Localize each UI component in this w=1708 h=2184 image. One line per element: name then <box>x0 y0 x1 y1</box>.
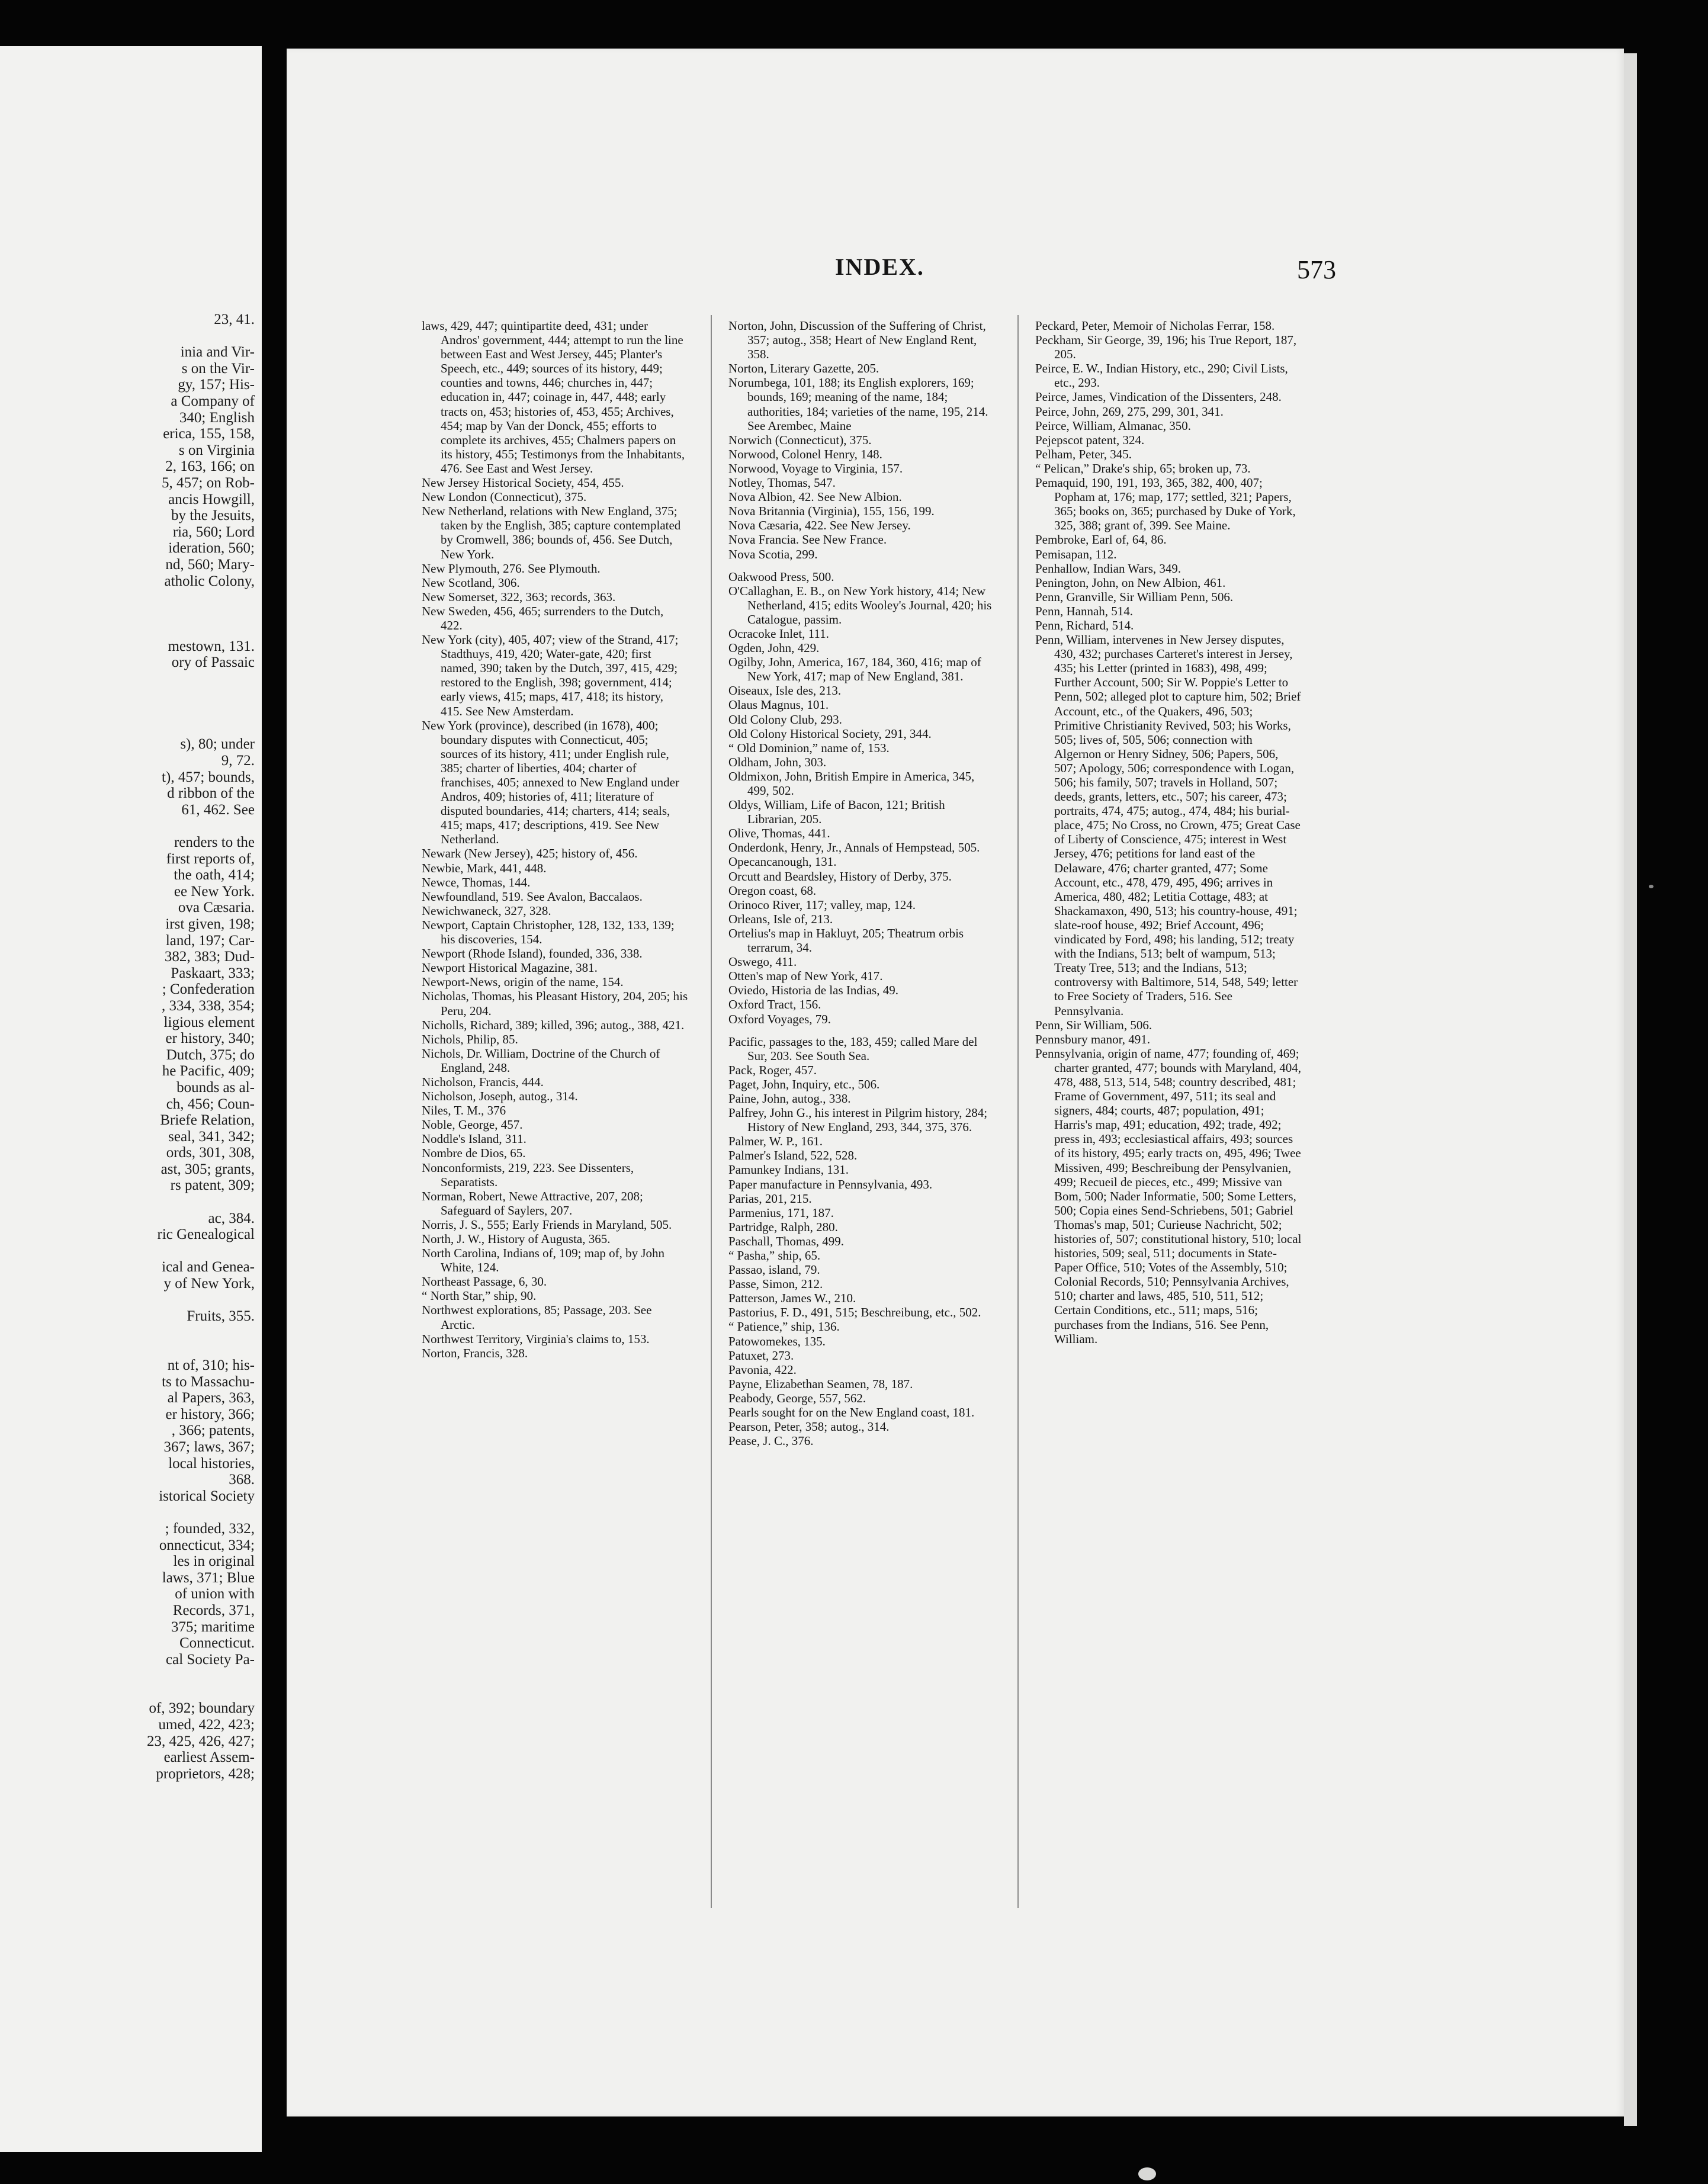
index-entry: Oswego, 411. <box>728 955 797 969</box>
index-entry: Pease, J. C., 376. <box>728 1434 814 1448</box>
previous-page-line: Briefe Relation, <box>160 1112 255 1129</box>
index-column-1 <box>422 319 688 1360</box>
previous-page-line: 368. <box>229 1472 255 1488</box>
previous-page-line: ac, 384. <box>208 1210 255 1226</box>
previous-page-line: local histories, <box>168 1455 255 1472</box>
index-entry: Penn, Granville, Sir William Penn, 506. <box>1035 589 1234 604</box>
index-entry: Pelham, Peter, 345. <box>1035 447 1132 461</box>
index-entry: New Jersey Historical Society, 454, 455. <box>422 476 624 490</box>
previous-page-line: bounds as al- <box>176 1079 255 1096</box>
index-entry: Penn, Richard, 514. <box>1035 618 1134 632</box>
index-entry: Penn, Hannah, 514. <box>1035 603 1134 618</box>
index-entry: laws, 429, 447; quintipartite deed, 431; under Andros' government, 444; attempt to run the line between East and West Jersey, 445; Planter's Speech, etc., 449; sources of its history, 449; counties and towns, 446; churches in, 447; education in, 447; coinage in, 447, 448; early tracts on, 453; histories of, 453, 455; Archives, 454; map by Van der Donck, 455; efforts to complete its archives, 455; Chalmers papers on its history, 455; Testimonys from the Inhabitants, 476. See East and West Jersey. <box>422 319 685 476</box>
previous-page-line: ts to Massachu- <box>162 1373 255 1390</box>
index-entry: O'Callaghan, E. B., on New York history, 414; New Netherland, 415; edits Wooley's Journal, 420; his Catalogue, passim. <box>728 583 992 627</box>
previous-page-line: 9, 72. <box>221 753 255 769</box>
index-entry: Northwest Territory, Virginia's claims to, 153. <box>422 1331 650 1346</box>
previous-page-line: ria, 560; Lord <box>172 523 255 540</box>
index-entry: Norwich (Connecticut), 375. <box>728 432 872 447</box>
index-entry: Penn, William, intervenes in New Jersey disputes, 430, 432; purchases Carteret's interest in Jersey, 435; his Letter (printed in 1683), 498, 499; Further Account, 500; Sir W. Poppie's Letter to Penn, 502; alleged plot to capture him, 502; Brief Account, etc., of the Quakers, 496, 503; Primitive Christianity Revived, 503; his Works, 505; lives of, 505, 506; connection with Algernon or Henry Sidney, 506; Papers, 506, 507; Apology, 506; correspondence with Logan, 506; his family, 507; travels in Holland, 507; deeds, grants, letters, etc., 507; his career, 473; portraits, 474, 475; autog., 474, 484; his burial-place, 475; No Cross, no Crown, 475; Great Case of Liberty of Conscience, 475; interest in West Jersey, 476; petitions for land east of the Delaware, 476; charter granted, 477; Some Account, etc., 478, 479, 495, 496; arrives in America, 480, 482; Letitia Cottage, 483; at Shackamaxon, 490, 513; his country-house, 491; slate-roof house, 492; Brief Account, 496; vindicated by Ford, 498; his landing, 512; treaty with the Indians, 513; belt of wampum, 513; Treaty Tree, 513; and the Indians, 513; controversy with Baltimore, 514, 548, 549; letter to Free Society of Traders, 516. See Pennsylvania. <box>1035 632 1301 1018</box>
index-entry: Peckard, Peter, Memoir of Nicholas Ferrar, 158. <box>1035 319 1275 333</box>
index-entry: Niles, T. M., 376 <box>422 1103 506 1118</box>
index-entry: New Plymouth, 276. See Plymouth. <box>422 561 601 576</box>
previous-page-line: ical and Genea- <box>162 1259 255 1276</box>
previous-page-line: a Company of <box>171 393 255 409</box>
index-entry: Peabody, George, 557, 562. <box>728 1390 866 1405</box>
index-entry: Newport, Captain Christopher, 128, 132, 133, 139; his discoveries, 154. <box>422 917 675 947</box>
previous-page-line <box>0 1325 255 1341</box>
index-entry: Passe, Simon, 212. <box>728 1277 823 1292</box>
index-entry: Newichwaneck, 327, 328. <box>422 903 551 918</box>
previous-page-line: gy, 157; His- <box>178 377 255 393</box>
previous-page-line <box>0 818 255 834</box>
index-entry: Pennsylvania, origin of name, 477; founding of, 469; charter granted, 477; bounds with Maryland, 404, 478, 488, 513, 514, 548; country described, 481; Frame of Government, 497, 511; its seal and signers, 484; courts, 487; population, 491; Harris's map, 491; education, 492; trade, 492; press in, 493; ecclesiastical affairs, 493; sources of its history, 495; early tracts on, 495, 496; Twee Missiven, 499; Beschreibung der Pensylvanien, 499; Recueil de pieces, etc., 499; Missive van Bom, 500; Nader Informatie, 500; Some Letters, 500; Copia eines Send-Schriebens, 501; Gabriel Thomas's map, 501; Curieuse Nachricht, 502; histories of, 507; constitutional history, 510; local histories, 509; seal, 511; documents in State-Paper Office, 510; Votes of the Assembly, 510; Colonial Records, 510; Pennsylvania Archives, 510; charter and laws, 485, 510, 511, 512; Certain Conditions, etc., 511; maps, 516; purchases from the Indians, 516. See Penn, William. <box>1035 1046 1302 1346</box>
index-entry: Norton, Francis, 328. <box>422 1345 528 1360</box>
previous-page-line: al Papers, 363, <box>167 1390 255 1406</box>
index-entry: Nombre de Dios, 65. <box>422 1146 526 1161</box>
previous-page-line: er history, 340; <box>165 1030 255 1047</box>
previous-page-line: rs patent, 309; <box>170 1177 255 1194</box>
previous-page-line <box>0 328 255 345</box>
index-entry: Noble, George, 457. <box>422 1117 523 1132</box>
index-entry: Ocracoke Inlet, 111. <box>728 626 829 641</box>
previous-page-line: 23, 425, 426, 427; <box>147 1733 255 1749</box>
index-entry: Nova Britannia (Virginia), 155, 156, 199. <box>728 504 935 519</box>
index-entry: Pearls sought for on the New England coast, 181. <box>728 1405 975 1420</box>
previous-page-line <box>0 688 255 704</box>
index-entry: Penington, John, on New Albion, 461. <box>1035 575 1226 590</box>
index-entry: Partridge, Ralph, 280. <box>728 1219 838 1234</box>
index-entry: New Netherland, relations with New England, 375; taken by the English, 385; capture contemplated by Cromwell, 386; bounds of, 456. See Dutch, New York. <box>422 504 681 561</box>
previous-page-line <box>0 704 255 720</box>
index-entry: Pamunkey Indians, 131. <box>728 1162 849 1177</box>
index-entry: Noddle's Island, 311. <box>422 1132 526 1146</box>
previous-page-line: renders to the <box>174 834 255 850</box>
previous-page-line: 61, 462. See <box>181 801 255 818</box>
previous-page-line: seal, 341, 342; <box>168 1128 255 1145</box>
index-entry: Pastorius, F. D., 491, 515; Beschreibung, etc., 502. <box>728 1305 981 1320</box>
previous-page-line <box>0 1504 255 1521</box>
previous-page-line <box>0 589 255 606</box>
index-entry: Pembroke, Earl of, 64, 86. <box>1035 532 1167 547</box>
previous-page-line: Dutch, 375; do <box>166 1046 255 1063</box>
index-entry: Palmer, W. P., 161. <box>728 1134 823 1149</box>
index-entry: Pack, Roger, 457. <box>728 1062 817 1077</box>
index-entry: Pemaquid, 190, 191, 193, 365, 382, 400, 407; Popham at, 176; map, 177; settled, 321; Papers, 365; books on, 365; purchased by Duke of York, 325, 388; grant of, 399. See Maine. <box>1035 476 1296 533</box>
index-entry: Norwood, Voyage to Virginia, 157. <box>728 461 903 476</box>
index-entry: Norwood, Colonel Henry, 148. <box>728 447 882 461</box>
index-entry: “ Old Dominion,” name of, 153. <box>728 740 890 755</box>
index-column-2 <box>728 319 995 1448</box>
previous-page-line: inia and Vir- <box>180 344 255 361</box>
previous-page-line: istorical Society <box>159 1488 255 1504</box>
index-entry: Norumbega, 101, 188; its English explorers, 169; bounds, 169; meaning of the name, 184; authorities, 184; varieties of the name, 195, 214. See Arembec, Maine <box>728 375 988 433</box>
index-entry: Norris, J. S., 555; Early Friends in Maryland, 505. <box>422 1217 672 1232</box>
previous-page-line: les in original <box>173 1553 255 1570</box>
previous-page-line: ; Confederation <box>162 981 255 998</box>
previous-page-line: Paskaart, 333; <box>171 965 255 981</box>
index-entry: Norman, Robert, Newe Attractive, 207, 208; Safeguard of Saylers, 207. <box>422 1189 643 1218</box>
index-entry: Oregon coast, 68. <box>728 883 817 898</box>
previous-page-line: of, 392; boundary <box>149 1700 255 1717</box>
index-entry: New Scotland, 306. <box>422 575 520 590</box>
index-entry: Patterson, James W., 210. <box>728 1291 856 1306</box>
index-column-3 <box>1035 319 1302 1346</box>
previous-page-line: ory of Passaic <box>171 654 255 671</box>
previous-page-line: mestown, 131. <box>168 638 255 654</box>
index-entry: Newbie, Mark, 441, 448. <box>422 860 547 875</box>
previous-page-line: ee New York. <box>174 883 255 900</box>
index-entry: Pennsbury manor, 491. <box>1035 1032 1150 1046</box>
index-entry: Oldham, John, 303. <box>728 754 827 769</box>
index-entry: Notley, Thomas, 547. <box>728 476 836 490</box>
index-entry: Oldys, William, Life of Bacon, 121; British Librarian, 205. <box>728 798 945 827</box>
index-entry: Oviedo, Historia de las Indias, 49. <box>728 983 898 998</box>
previous-page-line <box>0 1194 255 1210</box>
previous-page-line <box>0 671 255 688</box>
index-entry: Patuxet, 273. <box>728 1348 794 1363</box>
previous-page-line: s on Virginia <box>178 442 255 458</box>
index-entry: Norton, John, Discussion of the Suffering of Christ, 357; autog., 358; Heart of New England Rent, 358. <box>728 319 986 362</box>
previous-page-line: ast, 305; grants, <box>160 1161 255 1177</box>
index-entry: Nicholas, Thomas, his Pleasant History, 204, 205; his Peru, 204. <box>422 989 688 1018</box>
previous-page-line <box>0 1341 255 1357</box>
index-entry: Old Colony Historical Society, 291, 344. <box>728 726 932 741</box>
index-entry: Palmer's Island, 522, 528. <box>728 1148 858 1163</box>
index-entry: Pemisapan, 112. <box>1035 547 1117 561</box>
previous-page-line: earliest Assem- <box>163 1749 255 1766</box>
index-entry: Nonconformists, 219, 223. See Dissenters, Separatists. <box>422 1160 634 1189</box>
previous-page-line: ric Genealogical <box>157 1226 255 1243</box>
index-entry: Nova Francia. See New France. <box>728 532 887 547</box>
previous-page-line: umed, 422, 423; <box>158 1717 255 1733</box>
previous-page-line: 367; laws, 367; <box>163 1438 255 1455</box>
index-entry: Oiseaux, Isle des, 213. <box>728 683 842 698</box>
index-entry: New York (city), 405, 407; view of the Strand, 417; Stadthuys, 419, 420; Water-gate, 420; first named, 390; taken by the Dutch, 397, 415, 429; restored to the English, 398; government, 414; early views, 415; maps, 417, 418; its history, 415. See New Amsterdam. <box>422 632 679 718</box>
previous-page-line: onnecticut, 334; <box>159 1537 255 1553</box>
previous-page-line: erica, 155, 158, <box>163 426 255 442</box>
previous-page-line: s), 80; under <box>180 736 255 753</box>
index-entry: Norton, Literary Gazette, 205. <box>728 361 879 376</box>
index-entry: Payne, Elizabethan Seamen, 78, 187. <box>728 1376 913 1391</box>
scan-smudge <box>1649 885 1654 888</box>
previous-page-line: 382, 383; Dud- <box>164 949 255 965</box>
index-entry: Nova Cæsaria, 422. See New Jersey. <box>728 518 911 533</box>
index-entry: “ Patience,” ship, 136. <box>728 1319 840 1334</box>
index-entry: Olaus Magnus, 101. <box>728 698 829 712</box>
previous-page-line: d ribbon of the <box>167 785 255 802</box>
page-edge-shadow <box>1624 53 1637 2126</box>
previous-page-line: the oath, 414; <box>174 867 255 884</box>
index-entry: North, J. W., History of Augusta, 365. <box>422 1232 611 1246</box>
previous-page-line: 375; maritime <box>171 1618 255 1635</box>
previous-page-line <box>0 1684 255 1701</box>
index-entry: New London (Connecticut), 375. <box>422 490 587 505</box>
previous-page-line: land, 197; Car- <box>165 932 255 949</box>
previous-page-line: 23, 41. <box>214 311 255 327</box>
index-entry: Peirce, James, Vindication of the Dissenters, 248. <box>1035 390 1282 404</box>
index-entry: Newport Historical Magazine, 381. <box>422 961 598 975</box>
index-entry: Newport-News, origin of the name, 154. <box>422 975 624 990</box>
index-entry: Ogilby, John, America, 167, 184, 360, 416; map of New York, 417; map of New England, 381. <box>728 655 981 684</box>
index-entry: Pejepscot patent, 324. <box>1035 432 1145 447</box>
index-entry: Paine, John, autog., 338. <box>728 1091 851 1106</box>
index-entry: Nova Scotia, 299. <box>728 547 818 561</box>
index-entry: Peckham, Sir George, 39, 196; his True Report, 187, 205. <box>1035 333 1297 362</box>
previous-page-line: ch, 456; Coun- <box>166 1096 255 1112</box>
previous-page-line: er history, 366; <box>165 1406 255 1422</box>
index-entry: Northeast Passage, 6, 30. <box>422 1274 547 1289</box>
previous-page-line: of union with <box>175 1586 255 1602</box>
previous-page-line: , 334, 338, 354; <box>162 997 255 1014</box>
previous-page-line: irst given, 198; <box>165 916 255 932</box>
previous-page-line: 2, 163, 166; on <box>165 458 255 475</box>
previous-page-line: Connecticut. <box>179 1635 255 1652</box>
previous-page-line: , 366; patents, <box>171 1422 255 1439</box>
index-entry: Nicholson, Francis, 444. <box>422 1074 544 1089</box>
index-entry: Ogden, John, 429. <box>728 641 820 656</box>
index-entry: Palfrey, John G., his interest in Pilgrim history, 284; History of New England, 293, 344, 375, 376. <box>728 1106 988 1135</box>
index-entry: Parias, 201, 215. <box>728 1191 812 1206</box>
index-entry: “ Pasha,” ship, 65. <box>728 1248 821 1263</box>
index-entry: Parmenius, 171, 187. <box>728 1205 834 1220</box>
previous-page-line: ancis Howgill, <box>168 491 255 508</box>
page-number: 573 <box>1297 255 1336 284</box>
previous-page-line <box>0 1668 255 1684</box>
index-entry: New Sweden, 456, 465; surrenders to the Dutch, 422. <box>422 603 664 632</box>
index-entry: Oxford Tract, 156. <box>728 997 821 1012</box>
index-entry: Pearson, Peter, 358; autog., 314. <box>728 1419 890 1434</box>
index-entry: Orinoco River, 117; valley, map, 124. <box>728 897 916 912</box>
index-entry: Oakwood Press, 500. <box>728 569 834 584</box>
index-entry: Old Colony Club, 293. <box>728 712 842 727</box>
index-entry: Pacific, passages to the, 183, 459; called Mare del Sur, 203. See South Sea. <box>728 1034 978 1063</box>
index-entry: Ortelius's map in Hakluyt, 205; Theatrum orbis terrarum, 34. <box>728 926 964 955</box>
previous-page-line: y of New York, <box>163 1276 255 1292</box>
index-entry: Oxford Voyages, 79. <box>728 1011 831 1026</box>
previous-page-line: t), 457; bounds, <box>162 769 255 785</box>
column-divider <box>711 315 712 1908</box>
previous-page-line: ligious element <box>163 1014 255 1030</box>
index-entry: Peirce, E. W., Indian History, etc., 290; Civil Lists, etc., 293. <box>1035 361 1288 390</box>
previous-page-line: first reports of, <box>166 850 255 867</box>
previous-page-line: s on the Vir- <box>181 360 255 377</box>
index-entry: Northwest explorations, 85; Passage, 203. See Arctic. <box>422 1303 652 1332</box>
scan-blemish <box>1138 2167 1156 2180</box>
index-entry: Newark (New Jersey), 425; history of, 456. <box>422 846 638 861</box>
index-entry: Nicholson, Joseph, autog., 314. <box>422 1089 578 1104</box>
index-entry: Nova Albion, 42. See New Albion. <box>728 490 902 505</box>
index-entry: Passao, island, 79. <box>728 1263 820 1277</box>
index-entry: Orleans, Isle of, 213. <box>728 911 833 926</box>
index-entry: Penhallow, Indian Wars, 349. <box>1035 561 1182 576</box>
index-entry: Patowomekes, 135. <box>728 1334 826 1348</box>
index-entry: Nichols, Philip, 85. <box>422 1032 518 1046</box>
previous-page-line <box>0 606 255 622</box>
index-entry: Newfoundland, 519. See Avalon, Baccalaos. <box>422 889 643 904</box>
index-entry: Penn, Sir William, 506. <box>1035 1017 1152 1032</box>
previous-page-line: Records, 371, <box>172 1602 255 1618</box>
index-entry: North Carolina, Indians of, 109; map of, by John White, 124. <box>422 1246 665 1275</box>
index-entry: Oldmixon, John, British Empire in America, 345, 499, 502. <box>728 769 975 798</box>
index-entry: Paper manufacture in Pennsylvania, 493. <box>728 1177 933 1191</box>
index-entry: Peirce, John, 269, 275, 299, 301, 341. <box>1035 404 1224 419</box>
index-entry: Newce, Thomas, 144. <box>422 875 531 889</box>
previous-page-line: ; founded, 332, <box>165 1520 255 1537</box>
previous-page-line: ideration, 560; <box>168 540 255 557</box>
index-entry: Peirce, William, Almanac, 350. <box>1035 418 1191 433</box>
previous-page-line: atholic Colony, <box>164 573 255 589</box>
previous-page-text <box>0 311 255 1782</box>
previous-page-line: ords, 301, 308, <box>166 1145 255 1161</box>
index-entry: New Somerset, 322, 363; records, 363. <box>422 589 616 604</box>
previous-page-line: 340; English <box>179 409 255 426</box>
index-entry: Paget, John, Inquiry, etc., 506. <box>728 1077 880 1091</box>
index-entry: “ Pelican,” Drake's ship, 65; broken up, 73. <box>1035 461 1251 476</box>
index-entry: Pavonia, 422. <box>728 1362 797 1377</box>
previous-page-line <box>0 1243 255 1260</box>
previous-page-line: cal Society Pa- <box>166 1651 255 1668</box>
index-entry: Nichols, Dr. William, Doctrine of the Church of England, 248. <box>422 1046 660 1075</box>
previous-page-line: nd, 560; Mary- <box>165 556 255 573</box>
index-entry: New York (province), described (in 1678), 400; boundary disputes with Connecticut, 405; sources of its history, 411; under English rule, 385; charter of liberties, 404; charter of franchises, 405; annexed to New England under Andros, 409; histories of, 411; literature of disputed boundaries, 414; charters, 414; seals, 415; maps, 417; descriptions, 419. See New Netherland. <box>422 718 679 847</box>
previous-page-line: by the Jesuits, <box>171 508 255 524</box>
index-entry: “ North Star,” ship, 90. <box>422 1289 537 1303</box>
index-entry: Newport (Rhode Island), founded, 336, 338. <box>422 946 643 961</box>
index-entry: Olive, Thomas, 441. <box>728 826 830 841</box>
previous-page-line: he Pacific, 409; <box>162 1063 255 1080</box>
index-entry: Otten's map of New York, 417. <box>728 969 883 984</box>
previous-page-line: nt of, 310; his- <box>167 1357 255 1373</box>
previous-page-line: 5, 457; on Rob- <box>162 474 255 491</box>
index-entry: Opecancanough, 131. <box>728 855 837 869</box>
previous-page-line <box>0 1292 255 1309</box>
index-entry: Nicholls, Richard, 389; killed, 396; autog., 388, 421. <box>422 1017 685 1032</box>
index-entry: Onderdonk, Henry, Jr., Annals of Hempstead, 505. <box>728 840 980 855</box>
column-divider <box>1017 315 1019 1908</box>
index-page <box>287 49 1624 2116</box>
previous-page-line: Fruits, 355. <box>187 1308 255 1325</box>
index-entry: Orcutt and Beardsley, History of Derby, 375. <box>728 869 952 884</box>
previous-page-line <box>0 622 255 638</box>
previous-page-line: laws, 371; Blue <box>162 1569 255 1586</box>
previous-page-line: proprietors, 428; <box>156 1765 255 1782</box>
index-entry: Paschall, Thomas, 499. <box>728 1234 845 1248</box>
previous-page-line <box>0 720 255 737</box>
page-title: INDEX. <box>835 253 924 280</box>
previous-page-fragment <box>0 46 262 2152</box>
previous-page-line: ova Cæsaria. <box>178 900 255 916</box>
